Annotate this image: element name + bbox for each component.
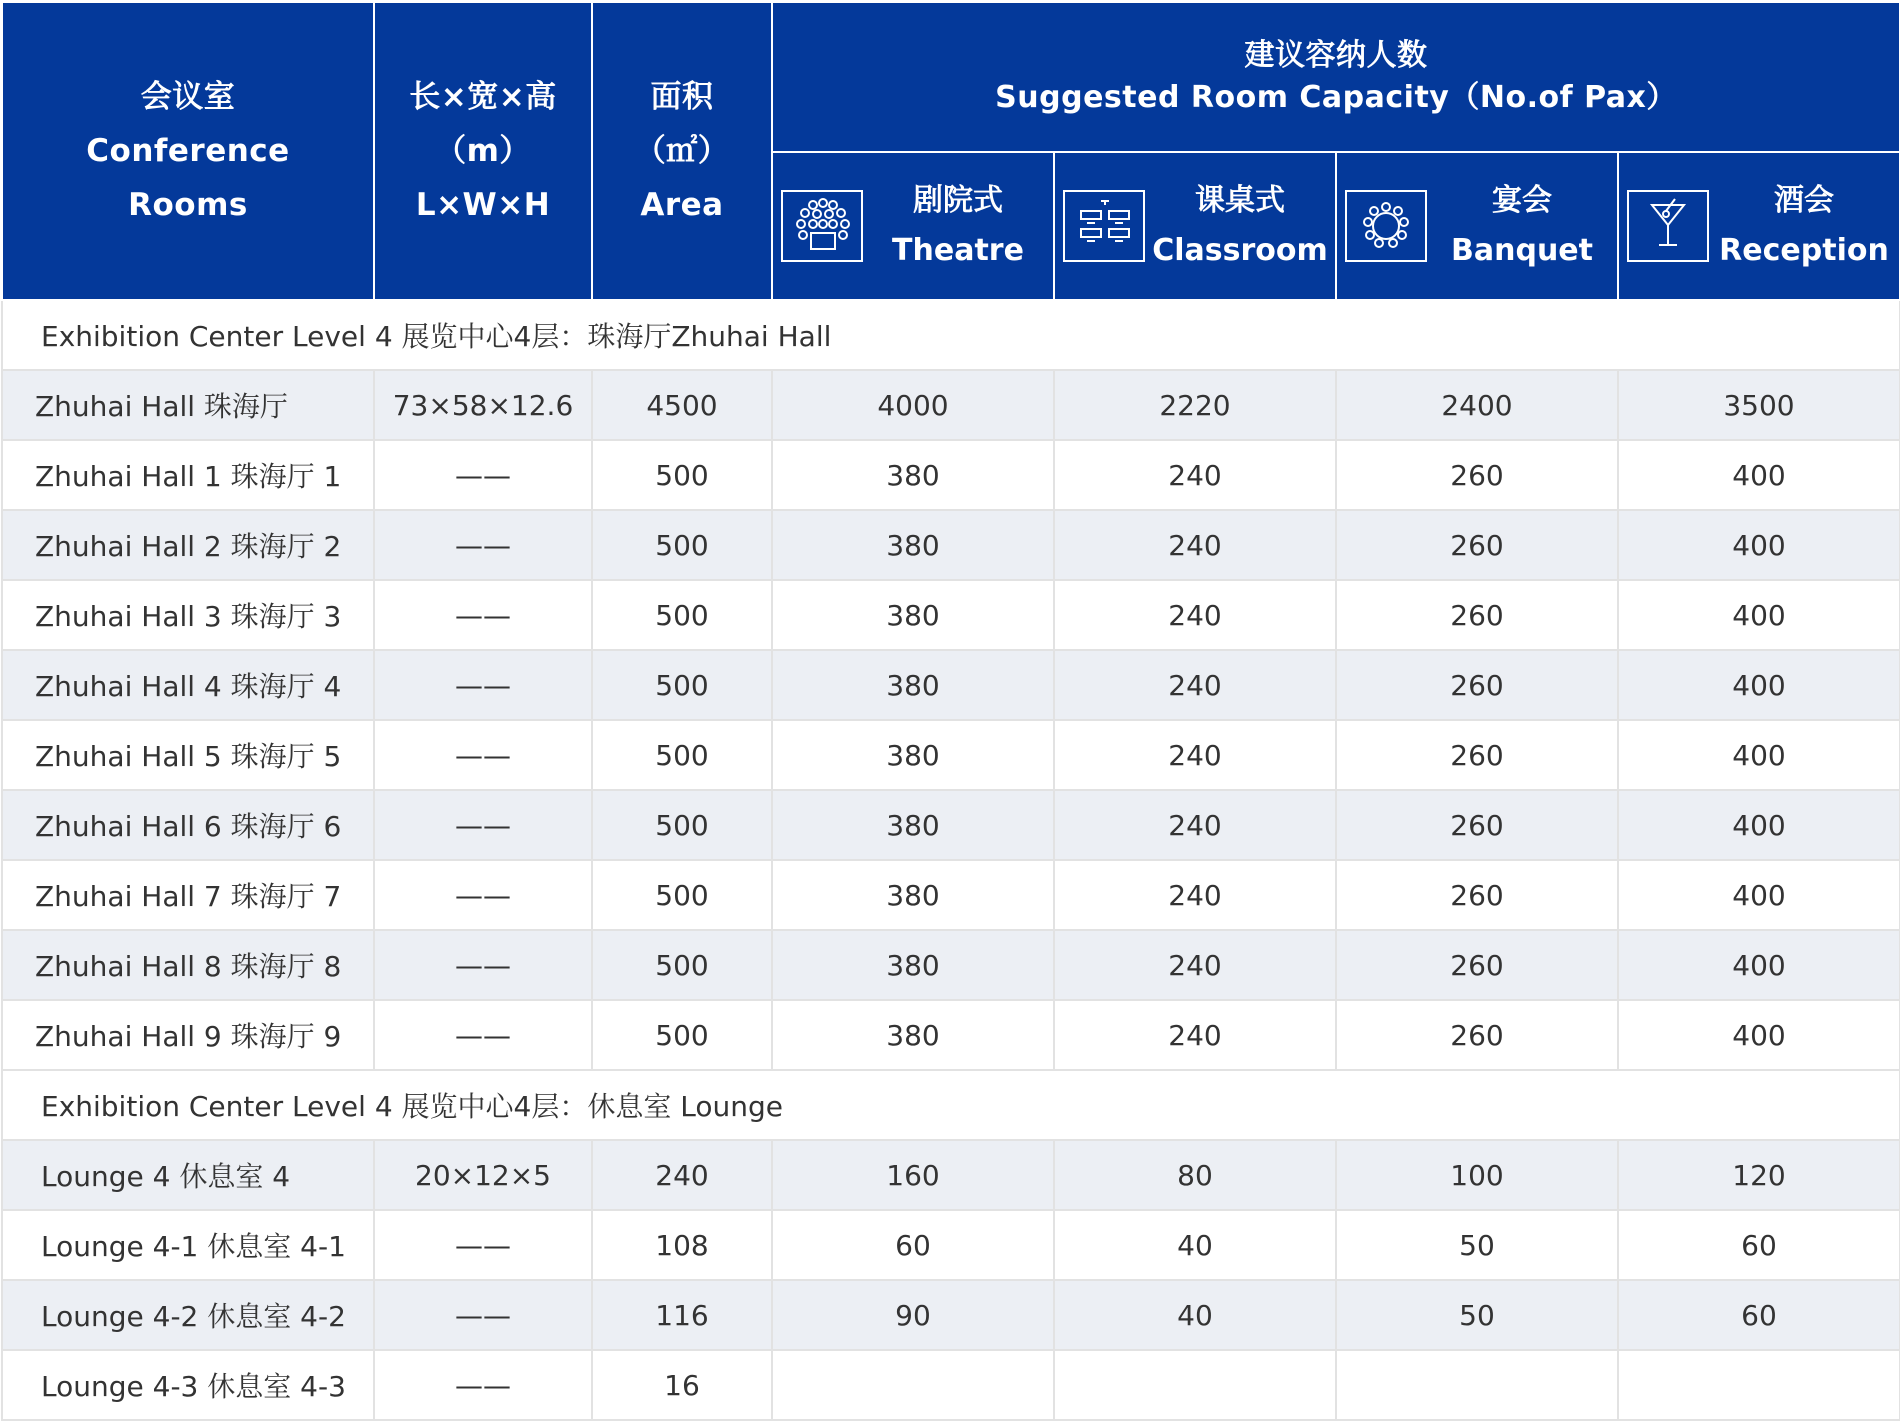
header-area-en: Area [640, 187, 724, 223]
cell-name: Lounge 4-2 休息室 4-2 [2, 1280, 374, 1350]
cell-reception: 60 [1618, 1210, 1900, 1280]
table-row [2, 1210, 1900, 1280]
cell-classroom: 240 [1054, 1000, 1336, 1070]
cell-area: 4500 [592, 370, 772, 440]
cell-theatre: 60 [772, 1210, 1054, 1280]
table-row [2, 370, 1900, 440]
mode-banquet-en: Banquet [1451, 233, 1593, 268]
cell-dims: —— [374, 930, 592, 1000]
cell-classroom [1054, 1350, 1336, 1420]
cell-banquet: 100 [1336, 1140, 1618, 1210]
cell-name: Zhuhai Hall 4 珠海厅 4 [2, 650, 374, 720]
cell-banquet: 260 [1336, 930, 1618, 1000]
cell-theatre: 380 [772, 1000, 1054, 1070]
cell-area: 500 [592, 510, 772, 580]
header-capacity-en: Suggested Room Capacity（No.of Pax） [995, 80, 1677, 115]
cell-theatre: 380 [772, 860, 1054, 930]
cell-area: 240 [592, 1140, 772, 1210]
cell-dims: —— [374, 1210, 592, 1280]
header-mode-reception [1618, 152, 1900, 300]
header-dims [374, 2, 592, 300]
cell-theatre: 380 [772, 580, 1054, 650]
cell-dims: —— [374, 650, 592, 720]
cell-dims: —— [374, 1350, 592, 1420]
cell-name: Zhuhai Hall 7 珠海厅 7 [2, 860, 374, 930]
cell-banquet: 260 [1336, 720, 1618, 790]
capacity-page [0, 1, 1900, 1421]
cell-name: Zhuhai Hall 6 珠海厅 6 [2, 790, 374, 860]
cell-theatre: 4000 [772, 370, 1054, 440]
table-header [2, 2, 1900, 300]
table-row [2, 510, 1900, 580]
cell-dims: 20×12×5 [374, 1140, 592, 1210]
cell-banquet: 2400 [1336, 370, 1618, 440]
header-area-zh: 面积 [650, 79, 714, 115]
header-dims-unit: （m） [435, 133, 531, 169]
section-title: Exhibition Center Level 4 展览中心4层：休息室 Lounge [2, 1070, 1900, 1140]
cell-reception: 400 [1618, 650, 1900, 720]
cell-theatre: 380 [772, 440, 1054, 510]
cell-reception: 400 [1618, 510, 1900, 580]
cell-dims: —— [374, 510, 592, 580]
cell-dims: —— [374, 580, 592, 650]
cell-classroom: 2220 [1054, 370, 1336, 440]
cell-classroom: 240 [1054, 650, 1336, 720]
reception-icon [1627, 190, 1709, 262]
cell-area: 108 [592, 1210, 772, 1280]
table-row [2, 650, 1900, 720]
cell-theatre: 160 [772, 1140, 1054, 1210]
header-mode-theatre [772, 152, 1054, 300]
cell-name: Zhuhai Hall 8 珠海厅 8 [2, 930, 374, 1000]
cell-reception: 400 [1618, 580, 1900, 650]
header-rooms-zh: 会议室 [140, 79, 236, 115]
cell-reception: 400 [1618, 720, 1900, 790]
header-area-unit: （㎡） [634, 133, 730, 169]
table-row [2, 440, 1900, 510]
cell-reception [1618, 1350, 1900, 1420]
capacity-table [1, 1, 1900, 1421]
cell-name: Zhuhai Hall 9 珠海厅 9 [2, 1000, 374, 1070]
cell-classroom: 240 [1054, 860, 1336, 930]
header-mode-classroom [1054, 152, 1336, 300]
cell-area: 500 [592, 580, 772, 650]
header-dims-en: L×W×H [415, 187, 551, 223]
cell-classroom: 80 [1054, 1140, 1336, 1210]
mode-classroom-en: Classroom [1152, 233, 1328, 268]
cell-classroom: 40 [1054, 1280, 1336, 1350]
cell-area: 500 [592, 930, 772, 1000]
cell-name: Lounge 4 休息室 4 [2, 1140, 374, 1210]
cell-reception: 120 [1618, 1140, 1900, 1210]
table-row [2, 580, 1900, 650]
cell-area: 500 [592, 860, 772, 930]
cell-reception: 60 [1618, 1280, 1900, 1350]
mode-classroom-zh: 课桌式 [1195, 183, 1285, 218]
cell-area: 500 [592, 650, 772, 720]
header-capacity-zh: 建议容纳人数 [1244, 38, 1428, 73]
table-row [2, 930, 1900, 1000]
cell-dims: —— [374, 790, 592, 860]
cell-classroom: 240 [1054, 930, 1336, 1000]
cell-name: Zhuhai Hall 1 珠海厅 1 [2, 440, 374, 510]
header-rooms-en2: Rooms [128, 187, 248, 223]
cell-banquet: 50 [1336, 1210, 1618, 1280]
header-rooms [2, 2, 374, 300]
cell-theatre: 380 [772, 720, 1054, 790]
table-row [2, 860, 1900, 930]
cell-name: Zhuhai Hall 珠海厅 [2, 370, 374, 440]
cell-classroom: 240 [1054, 440, 1336, 510]
cell-dims: —— [374, 1280, 592, 1350]
cell-classroom: 240 [1054, 790, 1336, 860]
table-row [2, 1140, 1900, 1210]
cell-theatre: 380 [772, 930, 1054, 1000]
cell-reception: 400 [1618, 790, 1900, 860]
cell-reception: 3500 [1618, 370, 1900, 440]
cell-theatre: 380 [772, 510, 1054, 580]
cell-banquet: 50 [1336, 1280, 1618, 1350]
table-row [2, 1350, 1900, 1420]
section-row [2, 1070, 1900, 1140]
cell-theatre [772, 1350, 1054, 1420]
mode-reception-zh: 酒会 [1774, 183, 1834, 218]
mode-reception-en: Reception [1719, 233, 1889, 268]
cell-classroom: 240 [1054, 580, 1336, 650]
table-row [2, 1000, 1900, 1070]
cell-area: 500 [592, 440, 772, 510]
cell-dims: —— [374, 440, 592, 510]
cell-name: Lounge 4-3 休息室 4-3 [2, 1350, 374, 1420]
header-area [592, 2, 772, 300]
cell-reception: 400 [1618, 860, 1900, 930]
cell-theatre: 380 [772, 650, 1054, 720]
cell-name: Zhuhai Hall 2 珠海厅 2 [2, 510, 374, 580]
cell-area: 116 [592, 1280, 772, 1350]
cell-banquet: 260 [1336, 860, 1618, 930]
cell-name: Zhuhai Hall 5 珠海厅 5 [2, 720, 374, 790]
cell-theatre: 90 [772, 1280, 1054, 1350]
header-rooms-en1: Conference [86, 133, 290, 169]
table-row [2, 790, 1900, 860]
cell-area: 500 [592, 790, 772, 860]
cell-name: Zhuhai Hall 3 珠海厅 3 [2, 580, 374, 650]
header-dims-zh: 长×宽×高 [409, 79, 557, 115]
section-row [2, 300, 1900, 370]
mode-theatre-en: Theatre [892, 233, 1024, 268]
cell-classroom: 240 [1054, 720, 1336, 790]
cell-banquet [1336, 1350, 1618, 1420]
cell-reception: 400 [1618, 1000, 1900, 1070]
cell-dims: —— [374, 860, 592, 930]
cell-classroom: 40 [1054, 1210, 1336, 1280]
cell-area: 16 [592, 1350, 772, 1420]
mode-banquet-zh: 宴会 [1492, 183, 1552, 218]
cell-banquet: 260 [1336, 440, 1618, 510]
table-row [2, 720, 1900, 790]
theatre-icon [781, 190, 863, 262]
cell-area: 500 [592, 720, 772, 790]
header-capacity [772, 2, 1900, 152]
section-title: Exhibition Center Level 4 展览中心4层：珠海厅Zhuhai Hall [2, 300, 1900, 370]
cell-area: 500 [592, 1000, 772, 1070]
mode-theatre-zh: 剧院式 [913, 183, 1003, 218]
classroom-icon [1063, 190, 1145, 262]
banquet-icon [1345, 190, 1427, 262]
table-body [2, 300, 1900, 1420]
cell-reception: 400 [1618, 930, 1900, 1000]
cell-reception: 400 [1618, 440, 1900, 510]
cell-dims: 73×58×12.6 [374, 370, 592, 440]
cell-classroom: 240 [1054, 510, 1336, 580]
header-mode-banquet [1336, 152, 1618, 300]
cell-banquet: 260 [1336, 650, 1618, 720]
table-row [2, 1280, 1900, 1350]
cell-banquet: 260 [1336, 1000, 1618, 1070]
cell-dims: —— [374, 1000, 592, 1070]
cell-banquet: 260 [1336, 790, 1618, 860]
cell-dims: —— [374, 720, 592, 790]
cell-banquet: 260 [1336, 580, 1618, 650]
cell-theatre: 380 [772, 790, 1054, 860]
cell-banquet: 260 [1336, 510, 1618, 580]
cell-name: Lounge 4-1 休息室 4-1 [2, 1210, 374, 1280]
